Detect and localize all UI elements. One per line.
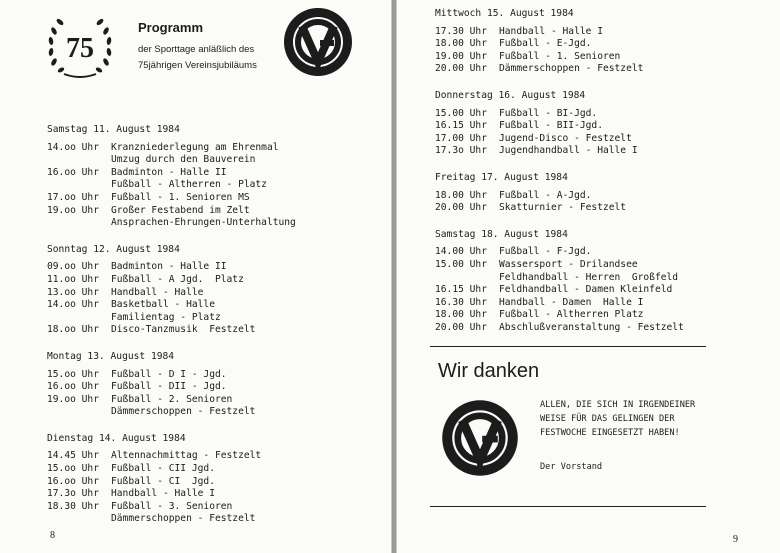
schedule-row <box>47 476 296 489</box>
event-time: 19.00 Uhr <box>435 50 487 62</box>
schedule-row <box>47 299 296 312</box>
event-time-spacer <box>435 272 499 285</box>
event-activity: Fußball - 3. Senioren <box>111 500 233 512</box>
event-time: 14.45 Uhr <box>47 450 99 462</box>
schedule-row <box>47 167 296 180</box>
day-spacer <box>435 221 684 229</box>
event-time: 16.oo Uhr <box>47 166 99 178</box>
event-activity: Fußball - Altherren - Platz <box>111 179 267 191</box>
event-activity: Jugendhandball - Halle I <box>499 145 638 157</box>
schedule-row <box>435 63 684 76</box>
schedule-row <box>47 513 296 526</box>
event-activity: Fußball - DII - Jgd. <box>111 381 227 393</box>
schedule-row <box>47 205 296 218</box>
event-activity: Feldhandball - Herren Großfeld <box>499 271 679 283</box>
event-time: 19.oo Uhr <box>47 393 99 405</box>
page-number-left: 8 <box>50 530 55 541</box>
event-activity: Handball - Halle I <box>111 488 215 500</box>
event-time: 18.00 Uhr <box>435 309 487 321</box>
event-time: 16.30 Uhr <box>435 296 487 308</box>
event-activity: Fußball - CII Jgd. <box>111 463 215 475</box>
event-activity: Fußball - D I - Jgd. <box>111 368 227 380</box>
event-activity: Altennachmittag - Festzelt <box>111 450 262 462</box>
club-logo-icon <box>440 398 520 478</box>
event-time: 18.30 Uhr <box>47 500 99 512</box>
event-activity: Fußball - CI Jgd. <box>111 475 215 487</box>
event-activity: Handball - Halle <box>111 286 204 298</box>
divider-bottom <box>430 506 706 507</box>
schedule-day <box>435 172 684 215</box>
event-activity: Großer Festabend im Zelt <box>111 204 250 216</box>
event-time: 17.00 Uhr <box>435 132 487 144</box>
day-spacer <box>47 425 296 433</box>
event-time: 17.3o Uhr <box>435 145 487 157</box>
event-time: 16.15 Uhr <box>435 120 487 132</box>
event-time: 18.00 Uhr <box>435 189 487 201</box>
event-time: 18.oo Uhr <box>47 324 99 336</box>
event-activity: Disco-Tanzmusik Festzelt <box>111 324 256 336</box>
schedule-day <box>435 8 684 76</box>
event-activity: Dämmerschoppen - Festzelt <box>499 63 644 75</box>
day-spacer <box>435 340 684 348</box>
program-subtitle-line-1: der Sporttage anläßlich des <box>138 44 255 55</box>
event-activity: Dämmerschoppen - Festzelt <box>111 406 256 418</box>
program-title: Programm <box>138 20 204 35</box>
thanks-signature: Der Vorstand <box>540 462 603 472</box>
event-activity: Ansprachen-Ehrungen-Unterhaltung <box>111 217 296 229</box>
event-activity: Fußball - A Jgd. Platz <box>111 273 244 285</box>
event-activity: Basketball - Halle <box>111 299 215 311</box>
schedule-day <box>47 124 296 230</box>
schedule-row <box>435 133 684 146</box>
event-activity: Familientag - Platz <box>111 311 221 323</box>
event-time-spacer <box>47 154 111 167</box>
schedule-row <box>47 287 296 300</box>
event-time: 11.oo Uhr <box>47 273 99 285</box>
schedule-row <box>47 217 296 230</box>
event-activity: Fußball - BI-Jgd. <box>499 107 598 119</box>
schedule-row <box>435 322 684 335</box>
club-logo-icon <box>282 6 354 78</box>
event-activity: Skatturnier - Festzelt <box>499 202 627 214</box>
schedule-row <box>435 309 684 322</box>
event-time: 17.oo Uhr <box>47 191 99 203</box>
event-activity: Abschlußveranstaltung - Festzelt <box>499 321 684 333</box>
schedule-row <box>435 38 684 51</box>
event-activity: Fußball - E-Jgd. <box>499 38 592 50</box>
event-time: 15.00 Uhr <box>435 258 487 270</box>
schedule-row <box>47 369 296 382</box>
schedule-row <box>435 120 684 133</box>
event-time-spacer <box>47 179 111 192</box>
event-time: 14.00 Uhr <box>435 246 487 258</box>
event-time-spacer <box>47 406 111 419</box>
event-time: 16.oo Uhr <box>47 381 99 393</box>
schedule-day <box>47 351 296 419</box>
schedule-row <box>435 51 684 64</box>
event-activity: Fußball - 2. Senioren <box>111 393 233 405</box>
program-subtitle-line-2: 75jährigen Vereinsjubiläums <box>138 60 257 71</box>
event-time: 13.oo Uhr <box>47 286 99 298</box>
divider-top <box>430 346 706 347</box>
event-activity: Badminton - Halle II <box>111 261 227 273</box>
day-spacer <box>435 164 684 172</box>
day-heading: Samstag 18. August 1984 <box>435 228 568 240</box>
schedule-row <box>47 274 296 287</box>
anniversary-laurel-emblem <box>44 10 116 82</box>
program-subtitle <box>138 42 298 74</box>
schedule-row <box>435 190 684 203</box>
right-schedule <box>435 8 684 348</box>
event-time: 20.00 Uhr <box>435 321 487 333</box>
schedule-row <box>435 246 684 259</box>
event-activity: Fußball - A-Jgd. <box>499 189 592 201</box>
schedule-row <box>47 324 296 337</box>
event-activity: Handball - Damen Halle I <box>499 296 644 308</box>
event-time: 18.00 Uhr <box>435 38 487 50</box>
schedule-row <box>435 259 684 272</box>
thanks-message: ALLEN, DIE SICH IN IRGENDEINER WEISE FÜR DAS GELINGEN DER FESTWOCHE EINGESETZT HABEN! <box>540 400 696 438</box>
event-time: 15.oo Uhr <box>47 368 99 380</box>
event-time: 15.oo Uhr <box>47 463 99 475</box>
event-activity: Umzug durch den Bauverein <box>111 154 256 166</box>
event-activity: Fußball - 1. Senioren <box>499 50 621 62</box>
schedule-row <box>47 381 296 394</box>
event-time: 17.3o Uhr <box>47 488 99 500</box>
schedule-row <box>47 450 296 463</box>
day-spacer <box>47 236 296 244</box>
schedule-row <box>435 272 684 285</box>
event-activity: Fußball - F-Jgd. <box>499 246 592 258</box>
emblem-number: 75 <box>66 33 94 64</box>
day-heading: Freitag 17. August 1984 <box>435 171 568 183</box>
event-activity: Feldhandball - Damen Kleinfeld <box>499 284 673 296</box>
event-time: 09.oo Uhr <box>47 261 99 273</box>
schedule-row <box>47 312 296 325</box>
event-activity: Fußball - 1. Senioren MS <box>111 191 250 203</box>
event-activity: Handball - Halle I <box>499 25 603 37</box>
schedule-row <box>435 202 684 215</box>
schedule-row <box>47 406 296 419</box>
event-time: 14.oo Uhr <box>47 141 99 153</box>
page-number-right: 9 <box>733 534 738 545</box>
schedule-row <box>47 488 296 501</box>
event-time: 14.oo Uhr <box>47 299 99 311</box>
event-time: 20.00 Uhr <box>435 63 487 75</box>
schedule-day <box>435 90 684 158</box>
event-activity: Fußball - Altherren Platz <box>499 309 644 321</box>
event-time: 20.00 Uhr <box>435 202 487 214</box>
day-heading: Donnerstag 16. August 1984 <box>435 89 586 101</box>
schedule-day <box>435 229 684 335</box>
event-time: 19.oo Uhr <box>47 204 99 216</box>
event-activity: Badminton - Halle II <box>111 166 227 178</box>
day-spacer <box>47 343 296 351</box>
event-activity: Kranzniederlegung am Ehrenmal <box>111 141 279 153</box>
event-time: 15.00 Uhr <box>435 107 487 119</box>
day-spacer <box>435 82 684 90</box>
day-heading: Montag 13. August 1984 <box>47 350 175 362</box>
schedule-row <box>47 142 296 155</box>
event-activity: Fußball - BII-Jgd. <box>499 120 603 132</box>
day-heading: Samstag 11. August 1984 <box>47 124 180 135</box>
event-time-spacer <box>47 513 111 526</box>
schedule-row <box>47 463 296 476</box>
event-activity: Dämmerschoppen - Festzelt <box>111 513 256 525</box>
schedule-row <box>435 297 684 310</box>
schedule-row <box>47 394 296 407</box>
schedule-row <box>47 154 296 167</box>
thanks-heading: Wir danken <box>438 360 540 382</box>
left-schedule <box>47 124 296 540</box>
event-time: 17.30 Uhr <box>435 25 487 37</box>
event-time-spacer <box>47 312 111 325</box>
day-heading: Sonntag 12. August 1984 <box>47 243 180 255</box>
schedule-day <box>47 244 296 337</box>
schedule-row <box>435 26 684 39</box>
event-activity: Wassersport - Drilandsee <box>499 258 638 270</box>
schedule-row <box>47 179 296 192</box>
schedule-day <box>47 433 296 526</box>
day-heading: Dienstag 14. August 1984 <box>47 432 186 444</box>
schedule-row <box>47 261 296 274</box>
schedule-row <box>435 108 684 121</box>
event-time-spacer <box>47 217 111 230</box>
event-activity: Jugend-Disco - Festzelt <box>499 132 632 144</box>
event-time: 16.oo Uhr <box>47 475 99 487</box>
schedule-row <box>47 192 296 205</box>
schedule-row <box>47 501 296 514</box>
schedule-row <box>435 145 684 158</box>
day-heading: Mittwoch 15. August 1984 <box>435 8 574 19</box>
schedule-row <box>435 284 684 297</box>
day-spacer <box>47 532 296 540</box>
event-time: 16.15 Uhr <box>435 284 487 296</box>
